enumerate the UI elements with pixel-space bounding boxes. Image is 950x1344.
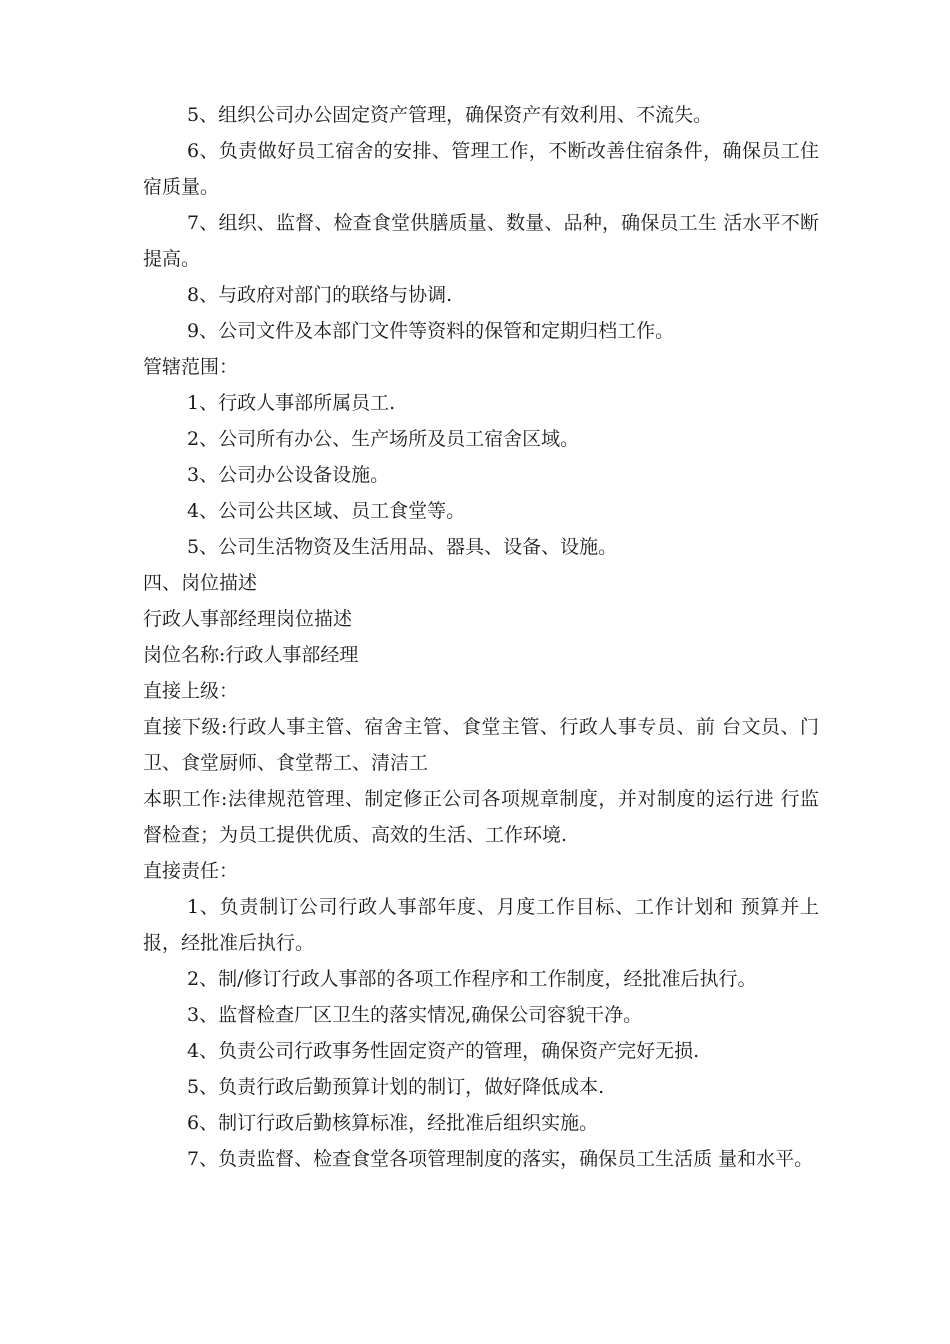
section-subtitle: 行政人事部经理岗位描述	[143, 608, 353, 630]
list-item: 5、公司生活物资及生活用品、器具、设备、设施。	[187, 536, 618, 558]
list-item: 8、与政府对部门的联络与协调.	[187, 284, 453, 306]
list-item: 6、制订行政后勤核算标准，经批准后组织实施。	[187, 1112, 599, 1134]
list-item: 3、公司办公设备设施。	[187, 464, 390, 486]
list-item: 4、公司公共区域、员工食堂等。	[187, 500, 466, 522]
list-item: 1、行政人事部所属员工.	[187, 392, 396, 414]
document-page	[143, 97, 819, 1177]
list-item: 7、组织、监督、检查食堂供膳质量、数量、品种，确保员工生 活水平不断提高。	[143, 212, 819, 270]
list-item: 1、负责制订公司行政人事部年度、月度工作目标、工作计划和 预算并上报，经批准后执行。	[143, 896, 819, 954]
section-heading: 四、岗位描述	[143, 572, 258, 594]
direct-subordinates: 直接下级:行政人事主管、宿舍主管、食堂主管、行政人事专员、前 台文员、门卫、食堂厨师、食堂帮工、清洁工	[143, 716, 819, 774]
list-item: 2、制/修订行政人事部的各项工作程序和工作制度，经批准后执行。	[187, 968, 757, 990]
position-name: 岗位名称:行政人事部经理	[143, 644, 359, 666]
list-item: 7、负责监督、检查食堂各项管理制度的落实，确保员工生活质 量和水平。	[187, 1148, 814, 1170]
list-item: 2、公司所有办公、生产场所及员工宿舍区域。	[187, 428, 580, 450]
list-item: 4、负责公司行政事务性固定资产的管理，确保资产完好无损.	[187, 1040, 700, 1062]
scope-heading: 管辖范围：	[143, 356, 239, 378]
list-item: 9、公司文件及本部门文件等资料的保管和定期归档工作。	[187, 320, 675, 342]
list-item: 5、组织公司办公固定资产管理，确保资产有效利用、不流失。	[187, 104, 713, 126]
list-item: 3、监督检查厂区卫生的落实情况,确保公司容貌干净。	[187, 1004, 643, 1026]
responsibility-heading: 直接责任：	[143, 860, 239, 882]
direct-superior: 直接上级：	[143, 680, 239, 702]
core-duty: 本职工作:法律规范管理、制定修正公司各项规章制度，并对制度的运行进 行监督检查；为员工提供优质、高效的生活、工作环境.	[143, 788, 819, 846]
list-item: 5、负责行政后勤预算计划的制订，做好降低成本.	[187, 1076, 605, 1098]
list-item: 6、负责做好员工宿舍的安排、管理工作，不断改善住宿条件，确保员工住宿质量。	[143, 140, 819, 198]
